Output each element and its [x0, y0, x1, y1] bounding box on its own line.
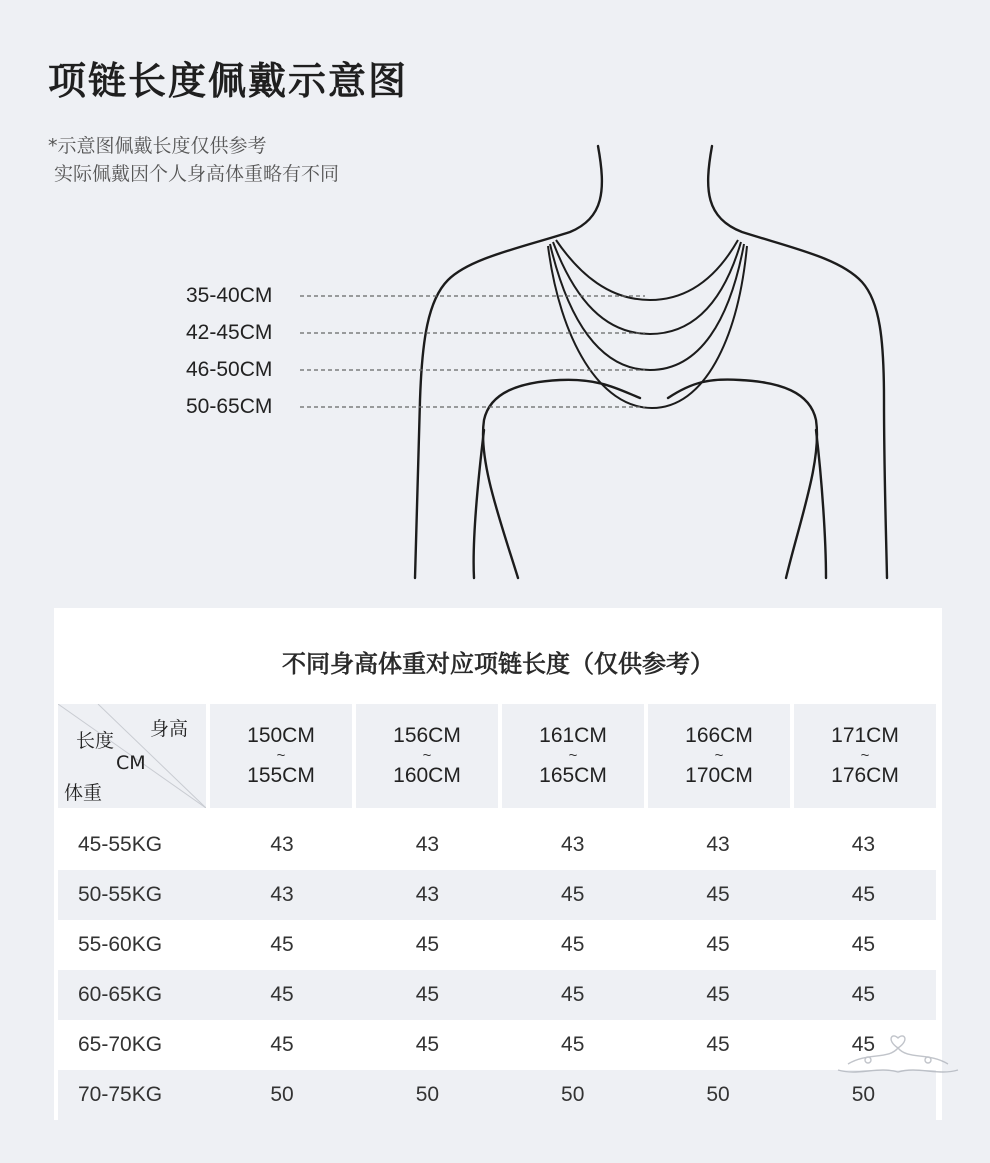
length-label-2: 42-45CM: [186, 321, 273, 344]
height-to: 160CM: [393, 764, 461, 787]
length-cell: 45: [706, 1033, 730, 1056]
length-cell: 45: [851, 883, 876, 906]
length-cell: 43: [415, 883, 440, 906]
length-cell: 43: [415, 833, 440, 856]
length-cell: 45: [851, 983, 876, 1006]
height-tilde: ~: [860, 747, 870, 764]
note-line-1: *示意图佩戴长度仅供参考: [48, 135, 267, 157]
height-tilde: ~: [422, 747, 432, 764]
length-cell: 45: [706, 983, 730, 1006]
size-table: [58, 704, 936, 1120]
height-from: 150CM: [247, 724, 315, 747]
corner-height-label: 身高: [150, 718, 189, 740]
height-from: 166CM: [685, 724, 753, 747]
necklace-35-40: [556, 240, 738, 300]
table-row: [58, 870, 936, 920]
size-table-card: [54, 608, 942, 1120]
length-cell: 50: [270, 1083, 294, 1106]
page-title: 项链长度佩戴示意图: [48, 59, 409, 103]
corner-unit-label: CM: [116, 752, 146, 774]
length-cell: 43: [270, 883, 294, 906]
crown-icon: [828, 1030, 968, 1080]
height-from: 161CM: [539, 724, 607, 747]
table-row: [58, 1020, 936, 1070]
length-cell: 43: [851, 833, 876, 856]
height-to: 176CM: [831, 764, 899, 787]
table-title: 不同身高体重对应项链长度（仅供参考）: [282, 650, 714, 678]
height-header-4: [648, 704, 790, 808]
length-cell: 45: [270, 983, 294, 1006]
height-tilde: ~: [568, 747, 578, 764]
length-cell: 45: [561, 883, 585, 906]
height-to: 165CM: [539, 764, 607, 787]
table-row: [58, 820, 936, 870]
corner-weight-label: 体重: [64, 782, 103, 804]
height-to: 155CM: [247, 764, 315, 787]
length-cell: 45: [706, 883, 730, 906]
length-cell: 45: [851, 933, 876, 956]
height-from: 171CM: [831, 724, 899, 747]
height-header-5: [794, 704, 936, 808]
length-cell: 45: [561, 983, 585, 1006]
length-cell: 43: [561, 833, 585, 856]
height-header-2: [356, 704, 498, 808]
length-cell: 50: [851, 1083, 876, 1106]
length-cell: 50: [561, 1083, 585, 1106]
table-corner-cell: [58, 704, 206, 808]
weight-cell: 60-65KG: [78, 983, 163, 1006]
length-cell: 45: [561, 933, 585, 956]
length-cell: 45: [415, 983, 440, 1006]
height-to: 170CM: [685, 764, 753, 787]
length-label-1: 35-40CM: [186, 284, 273, 307]
length-cell: 45: [851, 1033, 876, 1056]
table-row: [58, 920, 936, 970]
table-header-row: [58, 704, 936, 808]
weight-cell: 45-55KG: [78, 833, 163, 856]
length-cell: 45: [561, 1033, 585, 1056]
length-cell: 50: [706, 1083, 730, 1106]
note-line-2: 实际佩戴因个人身高体重略有不同: [54, 163, 340, 185]
length-label-3: 46-50CM: [186, 358, 273, 381]
length-cell: 45: [270, 933, 294, 956]
length-cell: 45: [415, 933, 440, 956]
height-header-3: [502, 704, 644, 808]
corner-length-label: 长度: [76, 730, 115, 752]
length-cell: 45: [270, 1033, 294, 1056]
length-cell: 45: [415, 1033, 440, 1056]
weight-cell: 65-70KG: [78, 1033, 163, 1056]
height-tilde: ~: [276, 747, 286, 764]
table-row: [58, 970, 936, 1020]
length-cell: 43: [706, 833, 730, 856]
weight-cell: 70-75KG: [78, 1083, 163, 1106]
length-label-4: 50-65CM: [186, 395, 273, 418]
weight-cell: 55-60KG: [78, 933, 163, 956]
height-tilde: ~: [714, 747, 724, 764]
necklace-42-45: [553, 242, 741, 334]
length-cell: 50: [415, 1083, 440, 1106]
length-cell: 43: [270, 833, 294, 856]
height-header-1: [210, 704, 352, 808]
length-cell: 45: [706, 933, 730, 956]
table-row: [58, 1070, 936, 1120]
weight-cell: 50-55KG: [78, 883, 163, 906]
height-from: 156CM: [393, 724, 461, 747]
